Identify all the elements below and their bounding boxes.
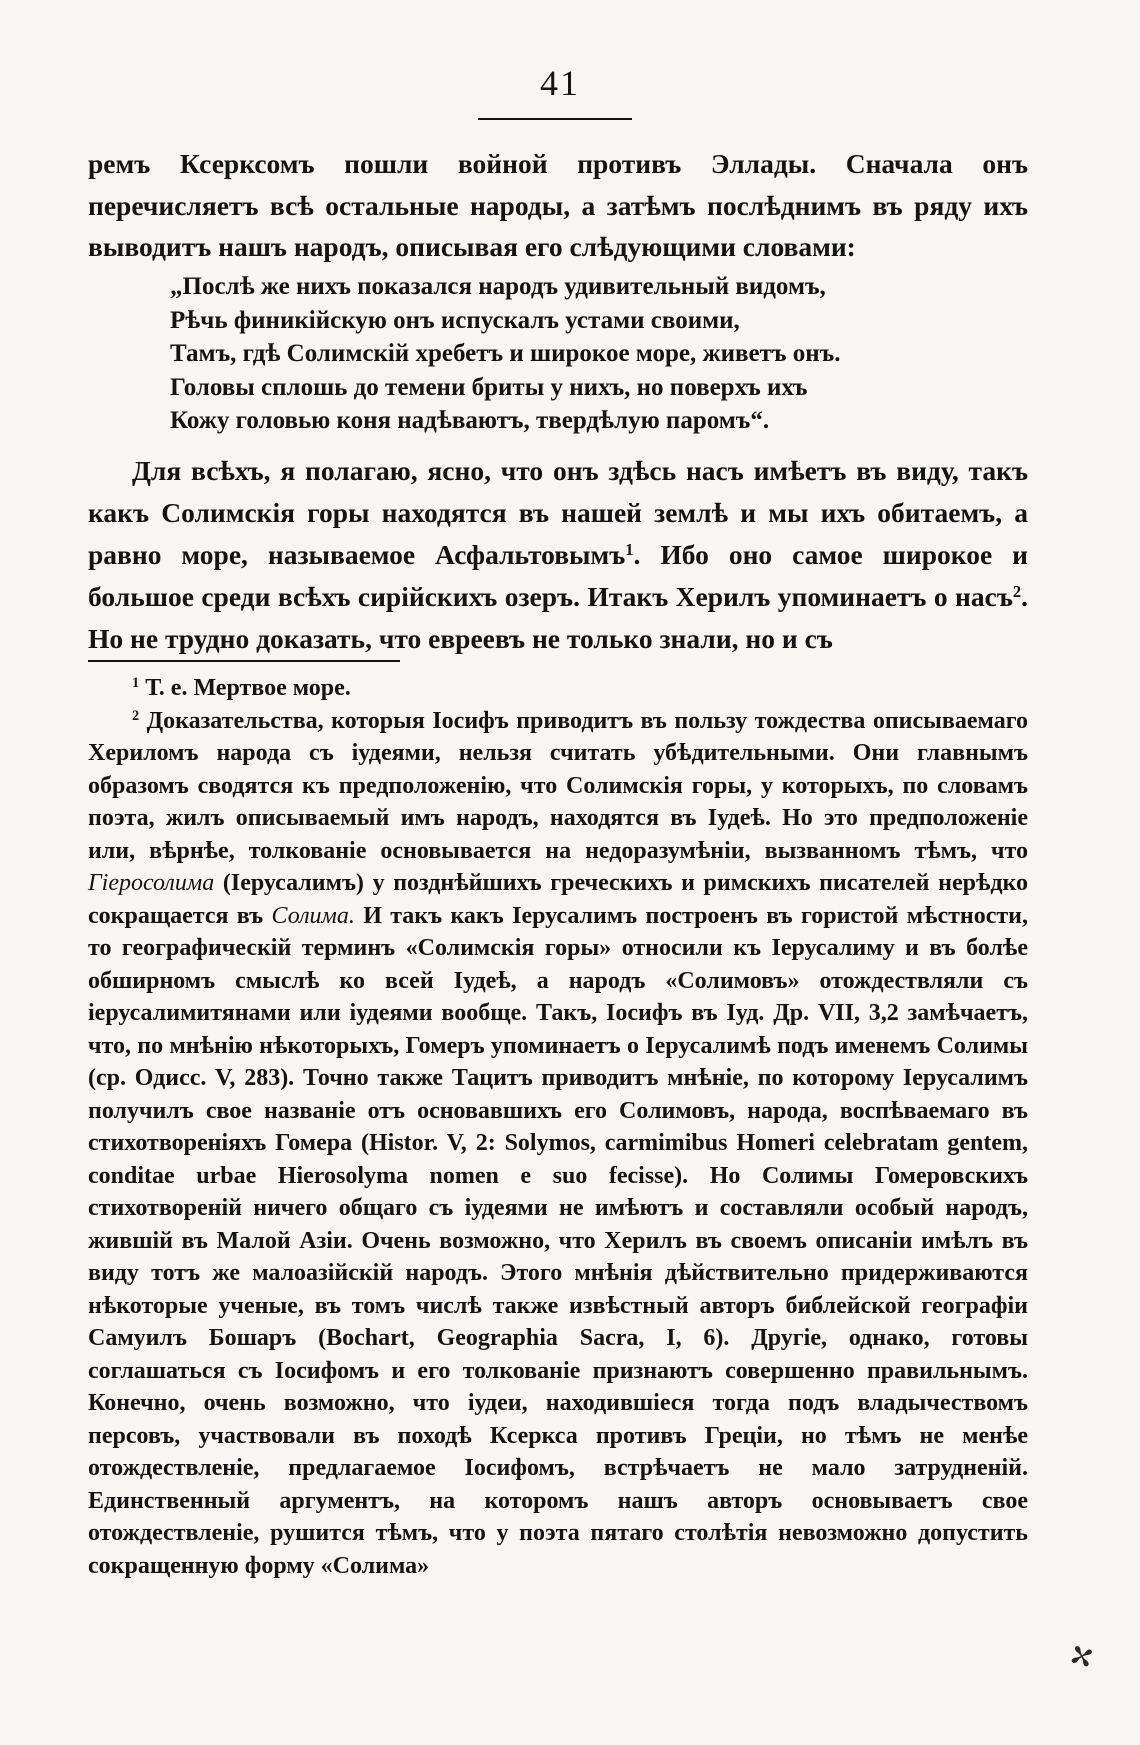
main-text-bottom [88,450,1028,660]
footnote-ref-2: 2 [1012,581,1022,601]
paragraph [88,450,1028,660]
footnote-text: И такъ какъ Іерусалимъ построенъ въ гористой мѣстности, то географическій терминъ «Солимскія горы» относили къ Іерусалиму и въ болѣе обширномъ смыслѣ ко всей Іудеѣ, а народъ «Солимовъ» отождествляли съ іерусалимитянами или іудеями вообще. Такъ, Іосифъ въ Іуд. Др. VII, 3,2 замѣчаетъ, что, по мнѣнію нѣкоторыхъ, Гомеръ упоминаетъ о Іерусалимѣ подъ именемъ Солимы (ср. Одисс. V, 283). Точно также Тацитъ приводитъ мнѣніе, по которому Іерусалимъ получилъ свое названіе отъ основавшихъ его Солимовъ, народа, воспѣваемаго въ стихотвореніяхъ Гомера (Histor. V, 2: Solymos, carmimibus Homeri celebratam gentem, conditae urbae Hierosolyma nomen e suo fecisse). Но Солимы Гомеровскихъ стихотвореній ничего общаго съ іудеями не имѣютъ и составляли особый народъ, жившій въ Малой Азіи. Очень возможно, что Херилъ въ своемъ описаніи имѣлъ въ виду тотъ же малоазійскій народъ. Этого мнѣнія дѣйствительно придерживаются нѣкоторые ученые, въ томъ числѣ также извѣстный авторъ библейской географіи Самуилъ Бошаръ (Bochart, Geographia Sacra, I, 6). Другіе, однако, готовы соглашаться съ Іосифомъ и его толкованіе признаютъ совершенно правильнымъ. Конечно, очень возможно, что іудеи, находившіеся тогда подъ владычествомъ персовъ, участвовали въ походѣ Ксеркса противъ Греціи, но тѣмъ не менѣе отождествленіе, предлагаемое Іосифомъ, встрѣчаетъ не мало затрудненій. Единственный аргументъ, на которомъ нашъ авторъ основываетъ свое отождествленіе, рушится тѣмъ, что у поэта пятаго столѣтія невозможно допустить сокращенную форму «Солима» [88,902,1028,1579]
paragraph-continuation: ремъ Ксерксомъ пошли войной противъ Эллады. Сначала онъ перечисляетъ всѣ остальные народы, а затѣмъ послѣднимъ въ ряду ихъ выводитъ нашъ народъ, описывая его слѣдующими словами: [88,148,1028,262]
footnote-separator [88,660,400,662]
verse-line: Кожу головью коня надѣваютъ, твердѣлую паромъ“. [170,407,770,434]
page-number: 41 [540,63,580,103]
footnote-italic-term: Гіеросолима [88,870,215,896]
footnote-ref-1: 1 [625,539,634,559]
verse-line: Тамъ, гдѣ Солимскій хребетъ и широкое море, живетъ онъ. [170,340,841,367]
verse-line: „Послѣ же нихъ показался народъ удивительный видомъ, [170,273,826,300]
stray-ink-mark: ✢ [1063,1636,1102,1679]
footnote-text: (Іерусалимъ) у позднѣйшихъ греческихъ и римскихъ писателей нерѣдко сокращается въ [88,870,1028,929]
paragraph-text: . Ибо оно самое широкое и большое среди всѣхъ сирійскихъ озеръ. Итакъ Херилъ упоминаетъ о насъ [88,539,1028,612]
footnote-text: Т. е. Мертвое море. [139,675,351,701]
footnote-2 [88,705,1028,1583]
footnote-mark: 2 [132,707,140,724]
page-number-rule [478,118,632,120]
verse-line: Головы сплошь до темени бриты у нихъ, но поверхъ ихъ [170,373,808,401]
footnote-1 [88,672,1028,705]
footnote-text: Доказательства, которыя Іосифъ приводитъ въ пользу тождества описываемаго Хериломъ народа съ іудеями, нельзя считать убѣдительными. Они главнымъ образомъ сводятся къ предположенію, что Солимскія горы, у которыхъ, по словамъ поэта, жилъ описываемый имъ народъ, находятся въ Іудеѣ. Но это предположеніе или, вѣрнѣе, толкованіе основывается на недоразумѣніи, вызванномъ тѣмъ, что [88,707,1028,864]
main-text-top [88,143,1028,268]
footnotes [88,672,1028,1582]
paragraph-text: Для всѣхъ, я полагаю, ясно, что онъ здѣсь насъ имѣетъ въ виду, такъ какъ Солимскія горы находятся въ нашей землѣ и мы ихъ обитаемъ, а равно море, называемое Асфальтовымъ [88,455,1028,570]
footnote-mark: 1 [132,675,140,692]
verse-quotation [170,270,1030,438]
paragraph-text: . Но не трудно доказать, что евреевъ не только знали, но и съ [88,581,1028,654]
footnote-italic-term: Солима. [271,902,355,929]
verse-line: Рѣчь финикійскую онъ испускалъ устами своими, [170,306,740,334]
